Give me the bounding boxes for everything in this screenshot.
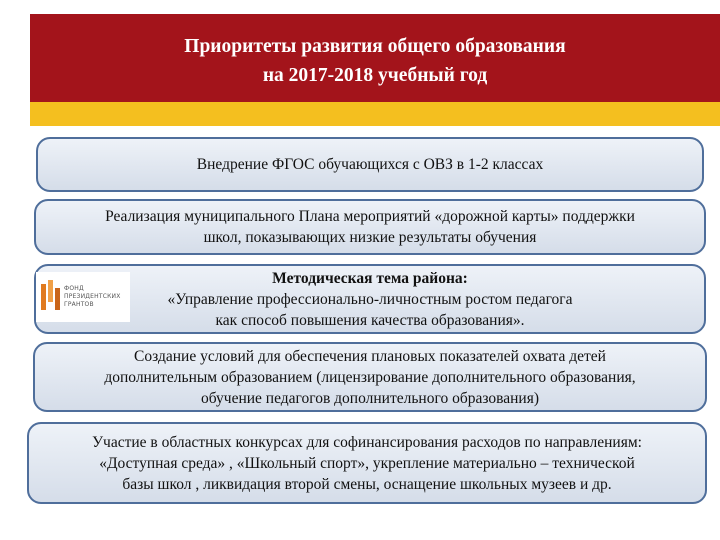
priority-item-methodical-theme (34, 264, 706, 334)
item-text-line: «Доступная среда» , «Школьный спорт», укрепление материально – технической (99, 454, 635, 472)
item-heading: Методическая тема района: (272, 269, 468, 287)
priority-item-fgos (36, 137, 704, 192)
logo-text (64, 285, 121, 309)
item-text-line: как способ повышения качества образования». (215, 311, 525, 329)
item-text-line: базы школ , ликвидация второй смены, оснащение школьных музеев и др. (122, 475, 612, 493)
page-title-line-1: Приоритеты развития общего образования (184, 36, 566, 57)
item-text-line: Внедрение ФГОС обучающихся с ОВЗ в 1-2 классах (196, 156, 544, 173)
priority-item-additional-education (33, 342, 707, 412)
page-title-line-2: на 2017-2018 учебный год (262, 65, 488, 86)
logo-text-line: ГРАНТОВ (64, 301, 94, 308)
item-text-line: обучение педагогов дополнительного образования) (200, 389, 539, 407)
logo-text-line: ПРЕЗИДЕНТСКИХ (64, 293, 121, 300)
page-title (30, 32, 720, 90)
priority-item-regional-contests (27, 422, 707, 504)
priority-item-roadmap (34, 199, 706, 255)
item-text-line: «Управление профессионально-личностным ростом педагога (167, 290, 573, 308)
item-text-line: дополнительным образованием (лицензирование дополнительного образования, (104, 368, 636, 386)
item-text-line: Создание условий для обеспечения плановых показателей охвата детей (134, 347, 606, 365)
title-banner (30, 14, 720, 102)
item-text-line: Участие в областных конкурсах для софинансирования расходов по направлениям: (92, 433, 642, 451)
presidential-grants-logo (36, 272, 130, 322)
item-text-line: Реализация муниципального Плана мероприятий «дорожной карты» поддержки (105, 208, 635, 225)
grant-logo-icon (39, 280, 63, 314)
item-text-line: школ, показывающих низкие результаты обучения (203, 229, 537, 246)
accent-bar (30, 102, 720, 126)
logo-text-line: ФОНД (64, 285, 84, 292)
